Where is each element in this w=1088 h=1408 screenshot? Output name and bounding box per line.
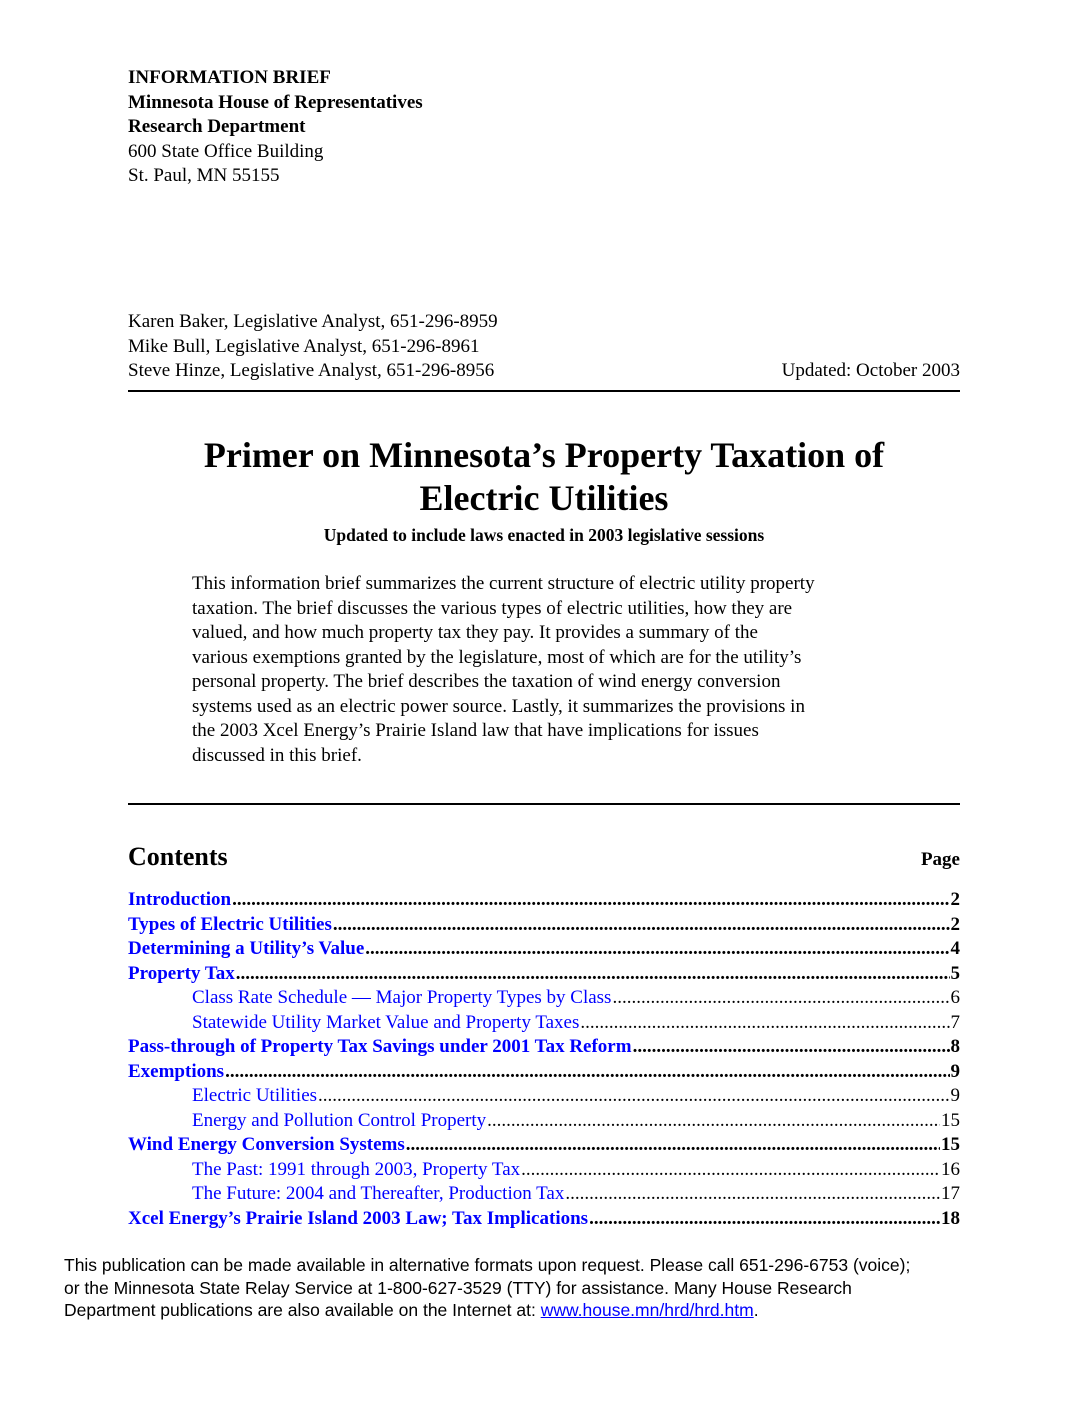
toc-entry[interactable] <box>128 986 960 1011</box>
toc-entry[interactable] <box>128 1182 960 1207</box>
abstract-line: the 2003 Xcel Energy’s Prairie Island law that have implications for issues <box>192 720 759 741</box>
author-3: Steve Hinze, Legislative Analyst, 651-296-8956 <box>128 360 495 381</box>
toc-entry-link[interactable]: Electric Utilities <box>192 1085 318 1106</box>
updated-date: Updated: October 2003 <box>781 360 960 381</box>
toc-entry[interactable] <box>128 1060 960 1085</box>
toc-entry[interactable] <box>128 1158 960 1183</box>
toc-leader-dots <box>333 913 950 938</box>
toc-entry-link[interactable]: The Future: 2004 and Thereafter, Production Tax <box>192 1183 565 1204</box>
abstract-line: systems used as an electric power source. Lastly, it summarizes the provisions in <box>192 695 805 717</box>
toc-page-number: 8 <box>950 1036 960 1057</box>
toc-entry-link[interactable]: Xcel Energy’s Prairie Island 2003 Law; Tax Implications <box>128 1207 589 1229</box>
footer-line-3 <box>64 1299 1034 1322</box>
title-line-2: Electric Utilities <box>419 478 669 518</box>
toc-leader-dots <box>236 962 950 987</box>
footer-line-1: This publication can be made available in alternative formats upon request. Please call 651-296-6753 (voice); <box>64 1255 911 1275</box>
toc-leader-dots <box>633 1035 950 1060</box>
contents-divider <box>128 803 960 805</box>
toc-entry[interactable] <box>128 1109 960 1134</box>
toc-leader-dots <box>318 1084 949 1109</box>
toc-page-number: 7 <box>950 1011 960 1033</box>
footer-line-2: or the Minnesota State Relay Service at 1-800-627-3529 (TTY) for assistance. Many House Research <box>64 1277 852 1298</box>
accessibility-footer <box>64 1254 1034 1322</box>
toc-entry[interactable] <box>128 888 960 913</box>
toc-entry[interactable] <box>128 1084 960 1109</box>
toc-leader-dots <box>565 1182 940 1207</box>
footer-line-3-suffix: . <box>753 1300 759 1320</box>
author-1: Karen Baker, Legislative Analyst, 651-296-8959 <box>128 311 498 332</box>
toc-entry[interactable] <box>128 1133 960 1158</box>
toc-entry-link[interactable]: Pass-through of Property Tax Savings under 2001 Tax Reform <box>128 1036 632 1057</box>
toc-entry-link[interactable]: Wind Energy Conversion Systems <box>128 1134 405 1155</box>
abstract-line: valued, and how much property tax they pay. It provides a summary of the <box>192 622 758 643</box>
abstract-line: personal property. The brief describes the taxation of wind energy conversion <box>192 671 781 692</box>
top-divider <box>128 390 960 392</box>
page-column-label: Page <box>920 849 960 870</box>
contents-title: Contents <box>128 842 228 871</box>
footer-line-3-prefix: Department publications are also available on the Internet at: <box>64 1300 541 1320</box>
toc-entry-link[interactable]: Statewide Utility Market Value and Property Taxes <box>192 1011 580 1033</box>
address-line-2: St. Paul, MN 55155 <box>128 165 280 186</box>
toc-leader-dots <box>406 1133 940 1158</box>
department-name: Research Department <box>128 116 306 137</box>
toc-entry-link[interactable]: Determining a Utility’s Value <box>128 938 365 959</box>
toc-entry[interactable] <box>128 937 960 962</box>
toc-page-number: 17 <box>941 1183 960 1204</box>
toc-entry[interactable] <box>128 913 960 938</box>
toc-entry-link[interactable]: Class Rate Schedule — Major Property Types by Class <box>192 987 612 1008</box>
organization-name: Minnesota House of Representatives <box>128 91 423 113</box>
author-row <box>128 335 960 360</box>
toc-leader-dots <box>589 1207 940 1232</box>
abstract-line: This information brief summarizes the current structure of electric utility property <box>192 573 815 594</box>
toc-page-number: 2 <box>950 889 960 910</box>
toc-entry-link[interactable]: The Past: 1991 through 2003, Property Tax <box>192 1158 521 1180</box>
toc-entry-link[interactable]: Exemptions <box>128 1060 225 1082</box>
authors-block <box>128 310 960 384</box>
toc-entry[interactable] <box>128 1035 960 1060</box>
contents-header <box>128 842 960 872</box>
brief-type: INFORMATION BRIEF <box>128 67 331 88</box>
organization-header <box>128 66 423 189</box>
toc-entry[interactable] <box>128 962 960 987</box>
toc-entry[interactable] <box>128 1207 960 1232</box>
abstract-line: discussed in this brief. <box>192 744 362 766</box>
toc-leader-dots <box>580 1011 949 1036</box>
author-row <box>128 310 960 335</box>
toc-leader-dots <box>225 1060 949 1085</box>
toc-entry-link[interactable]: Energy and Pollution Control Property <box>192 1109 487 1131</box>
toc-entry-link[interactable]: Property Tax <box>128 962 235 984</box>
toc-page-number: 15 <box>941 1134 960 1155</box>
address-line-1: 600 State Office Building <box>128 140 324 162</box>
toc-page-number: 2 <box>950 913 960 935</box>
toc-page-number: 6 <box>950 987 960 1008</box>
toc-page-number: 18 <box>941 1207 960 1229</box>
author-row <box>128 359 960 384</box>
toc-entry-link[interactable]: Types of Electric Utilities <box>128 913 332 935</box>
toc-entry-link[interactable]: Introduction <box>128 889 232 910</box>
toc-leader-dots <box>612 986 949 1011</box>
document-title <box>100 434 988 520</box>
toc-page-number: 9 <box>950 1085 960 1106</box>
toc-leader-dots <box>365 937 949 962</box>
toc-leader-dots <box>521 1158 940 1183</box>
toc-page-number: 9 <box>950 1060 960 1082</box>
title-line-1: Primer on Minnesota’s Property Taxation of <box>203 435 885 475</box>
document-subtitle: Updated to include laws enacted in 2003 legislative sessions <box>323 525 765 545</box>
toc-leader-dots <box>487 1109 940 1134</box>
website-link[interactable]: www.house.mn/hrd/hrd.htm <box>540 1300 754 1320</box>
toc-page-number: 15 <box>941 1109 960 1131</box>
abstract-line: various exemptions granted by the legislature, most of which are for the utility’s <box>192 646 802 668</box>
abstract-line: taxation. The brief discusses the various types of electric utilities, how they are <box>192 597 793 619</box>
author-2: Mike Bull, Legislative Analyst, 651-296-8961 <box>128 335 480 357</box>
toc-page-number: 5 <box>950 962 960 984</box>
toc-page-number: 4 <box>950 938 960 959</box>
table-of-contents <box>128 888 960 1231</box>
toc-page-number: 16 <box>941 1158 960 1180</box>
abstract-paragraph <box>192 572 902 768</box>
toc-entry[interactable] <box>128 1011 960 1036</box>
toc-leader-dots <box>232 888 949 913</box>
